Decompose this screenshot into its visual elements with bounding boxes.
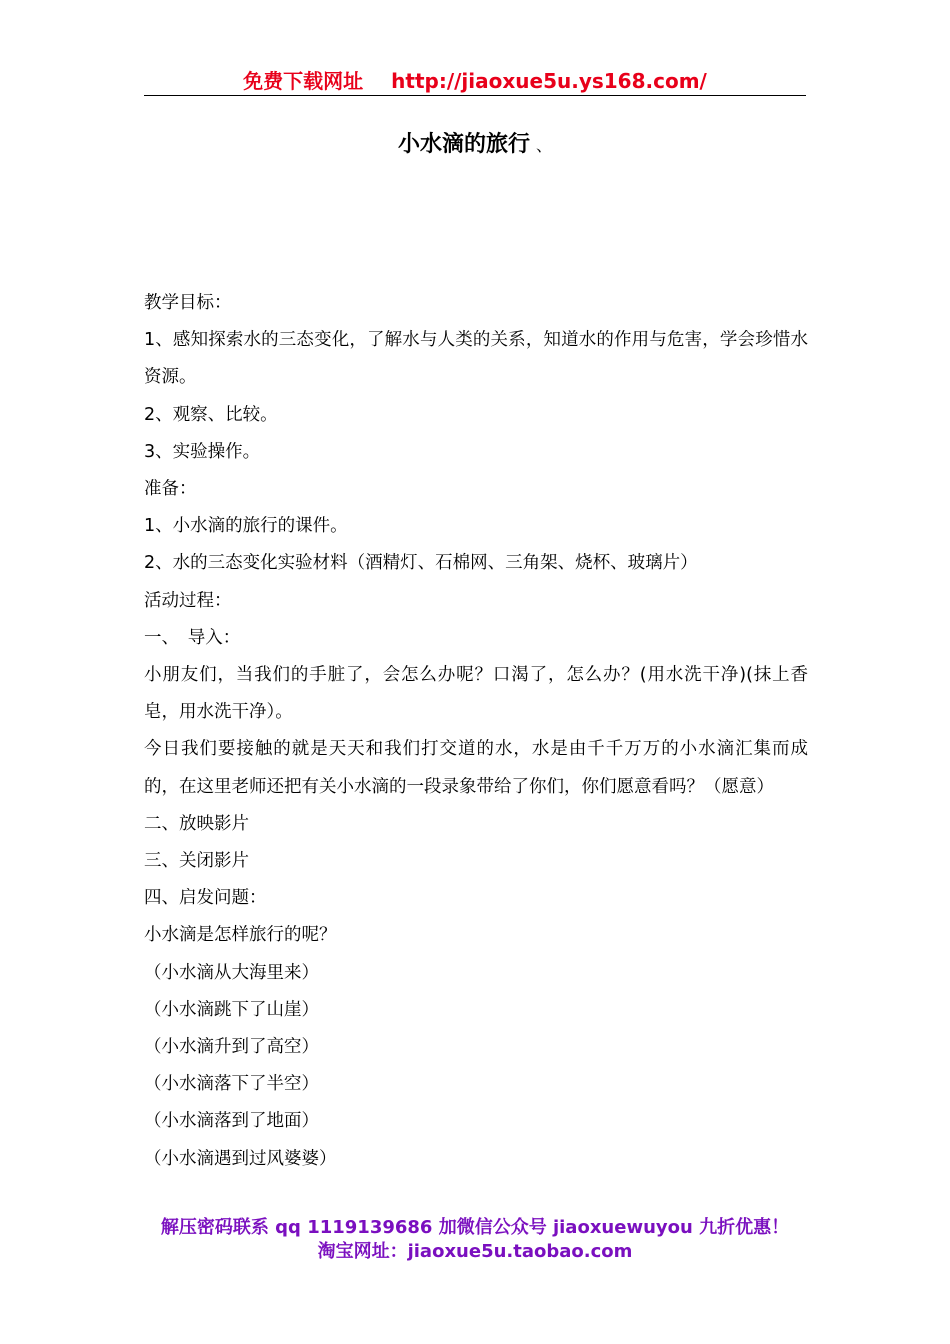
paragraph-objectives-heading: 教学目标： — [144, 293, 232, 313]
document-body — [144, 285, 808, 1178]
paragraph-travel-question: 小水滴是怎样旅行的呢？ — [144, 925, 337, 946]
paragraph-step-1-intro: 一、 导入： — [144, 627, 241, 648]
paragraph-objective-3: 3、实验操作。 — [144, 441, 261, 462]
paragraph-preparation-heading: 准备： — [144, 479, 197, 500]
title-text: 小水滴的旅行 — [397, 132, 530, 157]
paragraph-preparation-2: 2、水的三态变化实验材料（酒精灯、石棉网、三角架、烧杯、玻璃片） — [144, 553, 698, 574]
paragraph-step-3-close: 三、关闭影片 — [144, 851, 249, 872]
footer-password-line: 解压密码联系 qq 1119139686 加微信公众号 jiaoxuewuyou 九折优惠！ — [160, 1217, 790, 1238]
title-mark: 、 — [536, 136, 553, 155]
paragraph-intro-water: 今日我们要接触的就是天天和我们打交道的水，水是由千千万万的小水滴汇集而成的，在这里老师还把有关小水滴的一段录象带给了你们，你们愿意看吗？（愿意） — [144, 739, 808, 797]
header-download-line — [144, 66, 806, 96]
document-title — [0, 128, 950, 163]
paragraph-step-2-play: 二、放映影片 — [144, 813, 249, 834]
paragraph-step-4-questions: 四、启发问题： — [144, 888, 267, 909]
list-item: （小水滴落到了地面） — [144, 1111, 319, 1132]
list-item: （小水滴从大海里来） — [144, 962, 319, 983]
footer-taobao-link[interactable]: 淘宝网址：jiaoxue5u.taobao.com — [317, 1241, 633, 1262]
header-label: 免费下载网址 — [243, 69, 364, 93]
paragraph-objective-2: 2、观察、比较。 — [144, 404, 278, 425]
list-item: （小水滴跳下了山崖） — [144, 999, 319, 1020]
paragraph-intro-question: 小朋友们，当我们的手脏了，会怎么办呢？口渴了，怎么办？(用水洗干净)(抹上香皂，用水洗干净）。 — [144, 665, 808, 723]
paragraph-process-heading: 活动过程： — [144, 590, 232, 611]
list-item: （小水滴落下了半空） — [144, 1074, 319, 1095]
paragraph-objective-1: 1、感知探索水的三态变化，了解水与人类的关系，知道水的作用与危害，学会珍惜水资源。 — [144, 330, 808, 388]
footer-contact — [0, 1216, 950, 1264]
list-item: （小水滴升到了高空） — [144, 1037, 319, 1058]
header-divider — [144, 95, 806, 96]
paragraph-preparation-1: 1、小水滴的旅行的课件。 — [144, 516, 348, 537]
list-item: （小水滴遇到过风婆婆） — [144, 1148, 337, 1169]
header-url-link[interactable]: http://jiaoxue5u.ys168.com/ — [391, 69, 707, 93]
